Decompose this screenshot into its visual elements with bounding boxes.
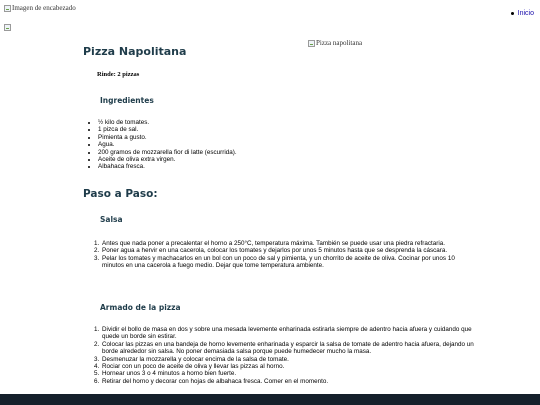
broken-image-icon xyxy=(4,5,11,12)
list-item: 6. Retirar del horno y decorar con hojas de albahaca fresca. Comer en el momento. xyxy=(101,378,477,385)
list-item: 3. Desmenuzar la mozzarella y colocar encima de la salsa de tomate. xyxy=(101,356,477,363)
page-title: Pizza Napolitana xyxy=(83,45,187,58)
list-item: • Aceite de oliva extra virgen. xyxy=(98,156,498,163)
list-item: 4. Rociar con un poco de aceite de oliva y llevar las pizzas al horno. xyxy=(101,363,477,370)
list-item: • 200 gramos de mozzarella fior di latte (escurrida). xyxy=(98,149,498,156)
list-item: 2. Poner agua a hervir en una cacerola, colocar los tomates y dejarlos por unos 5 minutos hasta que se desprenda la cáscara. xyxy=(101,247,477,254)
list-item: • Agua. xyxy=(98,141,498,148)
list-item: • Albahaca fresca. xyxy=(98,163,498,170)
logo-image xyxy=(4,24,12,31)
bullet-icon xyxy=(511,12,514,15)
list-item: • Pimienta a gusto. xyxy=(98,134,498,141)
list-item: 2. Colocar las pizzas en una bandeja de horno levemente enharinada y esparcir la salsa de tomate de adentro hacia afuera, dejando un borde alrededor sin salsa. No poner demasiada salsa porque puede humedecer mucho la masa. xyxy=(101,341,477,356)
assembly-heading: Armado de la pizza xyxy=(100,303,181,312)
recipe-image xyxy=(308,39,362,47)
ingredients-heading: Ingredientes xyxy=(100,96,154,105)
list-item: 3. Pelar los tomates y machacarlos en un bol con un poco de sal y pimienta, y un chorrito de aceite de oliva. Cocinar por unos 10 minutos en una cacerola a fuego medio. Dejar que tome temperatura ambiente. xyxy=(101,255,477,270)
ingredients-list xyxy=(84,119,498,171)
sauce-heading: Salsa xyxy=(100,215,123,224)
sauce-steps-list xyxy=(84,240,477,270)
nav-link-inicio[interactable]: Inicio xyxy=(517,10,534,17)
footer-bar xyxy=(0,394,540,405)
list-item: • 1 pizca de sal. xyxy=(98,126,498,133)
recipe-yield: Rinde: 2 pizzas xyxy=(97,71,140,78)
list-item: 1. Dividir el bollo de masa en dos y sobre una mesada levemente enharinada estirarla siempre de adentro hacia afuera y cuidando que quede un borde sin estirar. xyxy=(101,326,477,341)
nav-menu xyxy=(511,10,534,17)
list-item: • ½ kilo de tomates. xyxy=(98,119,498,126)
assembly-steps-list xyxy=(84,326,477,385)
steps-heading: Paso a Paso: xyxy=(83,188,158,200)
header-image-alt: Imagen de encabezado xyxy=(12,4,76,12)
broken-image-icon xyxy=(4,24,11,31)
recipe-image-alt: Pizza napolitana xyxy=(316,39,363,47)
list-item: 1. Antes que nada poner a precalentar el horno a 250°C, temperatura máxima. También se puede usar una piedra refractaria. xyxy=(101,240,477,247)
broken-image-icon xyxy=(308,40,315,47)
list-item: 5. Hornear unos 3 o 4 minutos a horno bien fuerte. xyxy=(101,370,477,377)
header-image xyxy=(4,4,76,12)
